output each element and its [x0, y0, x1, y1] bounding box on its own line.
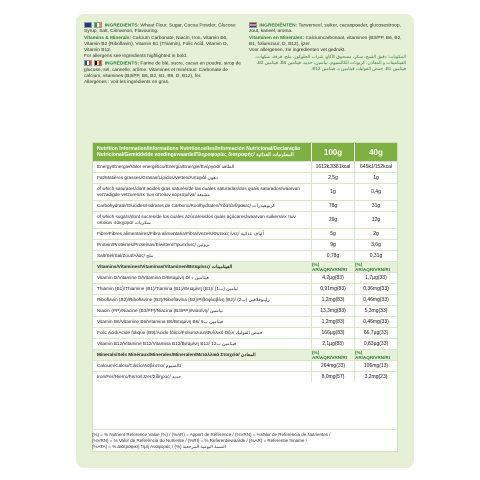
- amount-100g: 0,91mg: [320, 286, 337, 292]
- minerals-col-header-40g: (%) AR/AQR/VRN/RI: [354, 350, 397, 360]
- row-label: Fibre/Fibres alimentaires/Fibra alimentaria/Fibra/Vezels/Φυτικές ίνες/ ألياف غذائية: [97, 231, 264, 236]
- value-40g: 12g: [354, 212, 397, 228]
- netherlands-flag-icon: [249, 22, 257, 28]
- amount-40g: 3,2mg: [364, 374, 379, 380]
- table-row: [93, 272, 397, 283]
- row-label: of which sugars/dont sucres/de los cuales azúcares/dos quais açúcares/waarvan suikers/εκ των οποίων σάκχαρα/ سكريات: [97, 214, 296, 225]
- amount-100g: 1,2mg: [321, 297, 336, 303]
- legend-line-2: (%VRN) = % Valor de Referência do Nutriente / (%RI) = % Referentiewaarde / (%AR) = Referentie Inname /: [92, 438, 307, 443]
- amount-100g: 4,2µg: [322, 275, 335, 281]
- value-40g: [354, 361, 397, 371]
- macro-rows: [93, 161, 397, 261]
- ingredients-left-column: [84, 22, 241, 126]
- row-label: Salt/Sel/Sal/Zout/Άλας/ ملح: [97, 253, 154, 258]
- value-40g: [354, 339, 397, 349]
- table-row: [93, 228, 397, 239]
- table-header: [93, 143, 397, 161]
- value-100g: [311, 339, 354, 349]
- table-row: [93, 211, 397, 228]
- ingredients-label: INGREDIENTS:: [104, 23, 140, 29]
- value-40g: [354, 306, 397, 316]
- ri-100g: (83): [334, 341, 344, 347]
- ri-40g: (33): [379, 319, 389, 325]
- amount-40g: 1,7µg: [365, 275, 378, 281]
- value-40g: 2g: [354, 229, 397, 239]
- ri-100g: (33): [336, 363, 346, 369]
- nutrition-label-panel: [76, 14, 414, 468]
- row-label: Energy/Énergie/Valor energético/Energia/Energie/Ενέργεια/ الطاقة: [97, 164, 235, 169]
- minerals-header-row: [93, 349, 397, 360]
- row-label: Calcium/Calcio/Cálcio/Ασβέστιο/ كالسيوم: [97, 363, 182, 368]
- vitamins-header: Vitamins/Vitamines/Vitaminas/Vitaminen/Βιταμίνες/ الفيتامينات: [97, 264, 233, 269]
- nl-vitamins-label: Vitaminen en Mineralen:: [249, 35, 305, 41]
- nl-vitamins-text: Calciumcarbonaat, vitaminen (B3/PP, B6, B2, B1, foliumzuur, D, B12), ijzer.: [249, 35, 402, 47]
- table-row: [93, 305, 397, 316]
- table-row: [93, 371, 397, 382]
- row-label: Folic Acid/Acide folique (B9)/Ácido fólico/Foliumzuur/Φυλλικό Οξύ/ حمض الفوليك: [97, 330, 263, 335]
- france-flag-icon: [84, 60, 92, 66]
- amount-100g: 1,2mg: [321, 319, 336, 325]
- value-100g: [311, 372, 354, 382]
- minerals-col-header-100g: (%) AR/AQR/VRN/RI: [311, 350, 354, 360]
- ri-100g: (83): [335, 330, 345, 336]
- table-row: [93, 283, 397, 294]
- ri-40g: (23): [378, 374, 388, 380]
- ri-100g: (83): [334, 275, 344, 281]
- fr-ingredients-text: Farine de blé, sucre, cacao en poudre, sirop de glucose, sel, cannelle, arôme. Vitamines et minéraux: Carbonate de calcium, vitamines (B3/PP, B6, B2, B1, B9, D, B12), fer.: [84, 61, 241, 80]
- value-40g: [354, 284, 397, 294]
- value-40g: 3,6g: [354, 240, 397, 250]
- table-row: [93, 360, 397, 371]
- value-40g: [354, 328, 397, 338]
- table-row: [93, 250, 397, 261]
- row-label: Fat/Matières grasses/Grasas/Lípidos/Vetten/Λιπαρά/ دهون: [97, 175, 218, 180]
- value-40g: 645kJ/152kcal: [354, 162, 397, 172]
- ri-40g: (33): [379, 330, 389, 336]
- value-100g: [311, 328, 354, 338]
- nutrition-table: [92, 142, 398, 452]
- row-label: Iron/Fer/Hierro/Ferro/IJzer/Σίδηρος/ حديد: [97, 374, 182, 379]
- fr-ingredients-label: INGRÉDIENTS:: [104, 61, 140, 67]
- table-row: [93, 172, 397, 183]
- table-row: [93, 183, 397, 200]
- amount-40g: 106mg: [363, 363, 380, 369]
- amount-40g: 66,7µg: [363, 330, 380, 336]
- value-100g: [311, 306, 354, 316]
- table-title: Nutrition Information/Informations Nutritionnelles/Información Nutricional/Declaração Nutricional/Gemiddelde voedingswaarde/Πληροφορίες διατροφής/ المعلومات الغذائية: [97, 146, 301, 158]
- value-100g: 0,78g: [311, 251, 354, 261]
- arabic-ingredients: المكونات: دقيق القمح، سكر، مسحوق كاكاو، شراب الجلوكوز، ملح، قرفة، منكهات.: [254, 54, 406, 60]
- value-100g: 1612kJ/381kcal: [311, 162, 354, 172]
- amount-100g: 264mg: [320, 363, 337, 369]
- nl-ingredients-text: Tarwemeel, suiker, cacaopoeder, glucosestroop, zout, kaneel, aroma.: [249, 23, 401, 35]
- ingredients-right-column: [249, 22, 406, 126]
- ri-100g: (57): [335, 374, 345, 380]
- row-label: Riboflavin (B2)/Riboflavine (B2)/Riboflavina (B2)/Ριβοφλαβίνη (B2)/ رايبوفلافين (ب2): [97, 297, 270, 302]
- value-100g: [311, 284, 354, 294]
- value-40g: [354, 273, 397, 283]
- allergens-text: For allergens see ingredients highlighted in bold.: [84, 54, 188, 60]
- amount-40g: 0,46mg: [363, 319, 380, 325]
- amount-40g: 0,36mg: [363, 286, 380, 292]
- ingredients-text: Wheat Flour, Sugar, Cocoa Powder, Glucose Syrup, Salt, Cinnamon, Flavouring.: [84, 23, 236, 35]
- value-40g: 31g: [354, 201, 397, 211]
- table-row: [93, 316, 397, 327]
- amount-100g: 8,0mg: [321, 374, 336, 380]
- table-row: [93, 338, 397, 349]
- ingredients-section: [84, 22, 406, 126]
- ri-40g: (33): [379, 297, 389, 303]
- nl-allergens-text: Voor allergenen, zie ingrediënten vet gedrukt.: [249, 48, 346, 54]
- amount-100g: 2,1µg: [322, 341, 335, 347]
- ri-100g: (83): [335, 297, 345, 303]
- nl-ingredients-label: INGREDIËNTEN:: [259, 23, 298, 29]
- value-100g: 1g: [311, 184, 354, 200]
- fr-allergens-text: Allergènes : voir les ingrédients en gras.: [84, 80, 170, 86]
- value-40g: 1g: [354, 173, 397, 183]
- vitamins-label: Vitamins & Minerals:: [84, 35, 132, 41]
- belgium-flag-icon: [94, 60, 102, 66]
- ri-40g: (33): [378, 308, 388, 314]
- value-40g: [354, 295, 397, 305]
- row-label: Vitamin B6/Vitamine B6/Vitamina B6/Βιταμίνη B6/ فيتامين ب6: [97, 319, 224, 324]
- value-40g: [354, 317, 397, 327]
- value-40g: [354, 372, 397, 382]
- label-content: [84, 22, 406, 460]
- ri-100g: (83): [336, 286, 346, 292]
- vitamin-rows: [93, 272, 397, 349]
- ri-100g: (83): [335, 319, 345, 325]
- uk-flag-icon: [84, 22, 92, 28]
- row-label: Vitamin D/Vitamine D/Vitamina D/Βιταμίνη D/ فيتامين د: [97, 275, 209, 280]
- legend-line-3: (%ΑΤΑ) = % Διατροφική Τιμή Αναφοράς / (%) النسبة اليومية المرجعية: [92, 444, 226, 449]
- value-100g: [311, 295, 354, 305]
- vitamins-col-header-40g: (%) AR/AQR/VRN/RI: [354, 262, 397, 272]
- ri-40g: (33): [377, 275, 387, 281]
- ri-40g: (13): [379, 363, 389, 369]
- vitamins-col-header-100g: (%) AR/AQR/VRN/RI: [311, 262, 354, 272]
- value-100g: 29g: [311, 212, 354, 228]
- amount-40g: 0,83µg: [363, 341, 380, 347]
- column-100g: 100g: [311, 143, 354, 161]
- arabic-vitamins: الفيتامينات و المعادن: كربونات الكالسيوم، نياسين، حديد، فيتامين B6، فيتامين B2، فيتامين B1، حمض الفوليك، فيتامين د، فيتامين B12.: [256, 60, 406, 72]
- ri-40g: (33): [379, 341, 389, 347]
- value-40g: 0,4g: [354, 184, 397, 200]
- row-label: Thiamin (B1)/Thiamine (B1)/Tiamina (B1)/Θειαμίνη (B1)/ ثيامين (ب1): [97, 286, 238, 291]
- value-100g: 2,5g: [311, 173, 354, 183]
- table-row: [93, 239, 397, 250]
- value-100g: 5g: [311, 229, 354, 239]
- row-label: Protein/Protéines/Proteínas/Eiwitten/Πρωτεΐνες/ بروتين: [97, 242, 210, 247]
- vitamins-header-row: [93, 261, 397, 272]
- ireland-flag-icon: [94, 22, 102, 28]
- table-row: [93, 294, 397, 305]
- amount-100g: 166µg: [321, 330, 336, 336]
- value-100g: 9g: [311, 240, 354, 250]
- vitamins-text: Calcium Carbonate, Niacin, Iron, Vitamin B6, Vitamin B2 (Riboflavin), Vitamin B1 (Thiamin), Folic Acid, Vitamin D, Vitamin B12.: [84, 35, 228, 54]
- reference-legend: [92, 429, 398, 450]
- value-100g: [311, 317, 354, 327]
- table-row: [93, 161, 397, 172]
- row-label: Vitamin B12/Vitamine B12/Vitamina B12/Βιταμίνη B12/ فيتامين ب12: [97, 341, 237, 346]
- row-label: of which saturates/dont acides gras saturés/de las cuales saturadas/dos quais saturados/waarvan verzadigde vetzuren/εκ των οποίων κορεσμένα/ مشبعة: [97, 186, 300, 197]
- value-100g: [311, 273, 354, 283]
- value-100g: [311, 361, 354, 371]
- mineral-rows: [93, 360, 397, 382]
- minerals-header: Minerals/Sels Minéraux/Minerales/Mineralen/Μεταλλικά Στοιχεία/ المعادن: [97, 352, 256, 357]
- value-40g: 0,31g: [354, 251, 397, 261]
- ri-40g: (33): [379, 286, 389, 292]
- value-100g: 78g: [311, 201, 354, 211]
- legend-line-1: (%) = % Nutrient Reference Value (%) / (%AR) = Apport de Référence / (%VRN) = %Valor de Referencia de Nutrientes /: [92, 429, 398, 438]
- ri-100g: (83): [336, 308, 346, 314]
- row-label: Carbohydrate/Glucides/Hidratos de Carbono/Koolhydraten/Υδατάνθρακες/ كربوهيدرات: [97, 203, 276, 208]
- amount-100g: 13,3mg: [320, 308, 337, 314]
- amount-40g: 5,3mg: [364, 308, 379, 314]
- table-row: [93, 200, 397, 211]
- amount-40g: 0,46mg: [363, 297, 380, 303]
- column-40g: 40g: [354, 143, 397, 161]
- table-row: [93, 327, 397, 338]
- row-label: Niacin (PP)/Niacine (B3/PP)/Niacina (B3/PP)/Νιασίνη/ نياسين: [97, 308, 223, 313]
